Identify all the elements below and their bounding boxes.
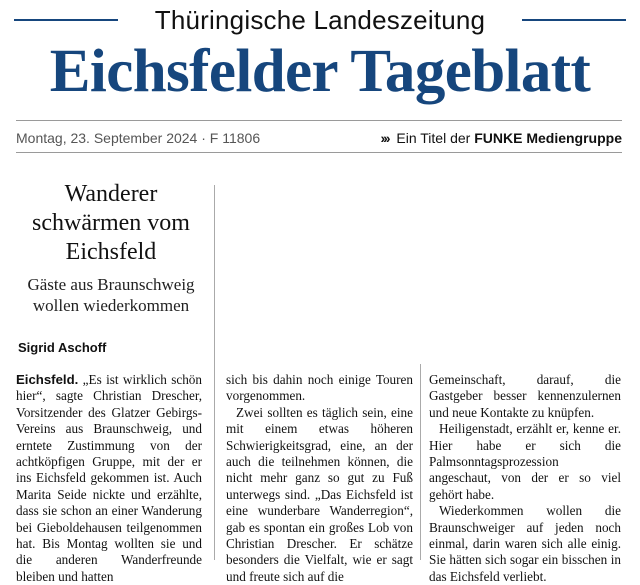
- article-author: Sigrid Aschoff: [18, 340, 107, 355]
- paragraph: sich bis dahin noch einige Touren vorgenommen.: [226, 372, 413, 404]
- header-rule-bottom: [16, 152, 622, 153]
- header-rule-top: [16, 120, 622, 121]
- article-column-2: [226, 372, 413, 585]
- article-dateline: Eichsfeld.: [16, 372, 79, 387]
- article-headline: Wanderer schwärmen vom Eichsfeld: [32, 181, 190, 265]
- triple-chevron-right-icon: ›››: [380, 130, 389, 146]
- paragraph-text: „Es ist wirklich schön hier“, sagte Christian Drescher, Vorsitzender des Glatzer Gebirgs-Vereins aus Braunschweig, und erntete Zustimmung von der achtköpfigen Gruppe, mit der er ins Eichsfeld gekommen ist. Auch Marita Seide nickte und erzählte, dass sie schon an einer Wanderung bei Gieboldehausen teilgenommen hat. Bis Montag wollten sie und die anderen Wanderfreunde bleiben und hatten: [16, 372, 202, 584]
- issue-date: Montag, 23. September 2024 · F 11806: [16, 130, 261, 146]
- article-column-1: [16, 372, 202, 585]
- paragraph: Gemeinschaft, darauf, die Gastgeber besser kennenzulernen und neue Kontakte zu knüpfen.: [429, 372, 621, 420]
- column-divider-2: [420, 364, 421, 560]
- dateline-bar: [16, 130, 622, 150]
- paragraph: Zwei sollten es täglich sein, eine mit einem etwas höheren Schwierigkeitsgrad, eine, an der auch die teilnehmen können, die nicht mehr ganz so gut zu Fuß unterwegs sind. „Das Eichsfeld ist eine wunderbare Wanderregion“, gab es spontan ein großes Lob von Christian Drescher. Er schätze besonders die Vielfalt, wie er sagt und freute sich auf die: [226, 404, 413, 584]
- masthead-supertitle: Thüringische Landeszeitung: [154, 5, 486, 35]
- supertitle-rule-right: [522, 19, 626, 21]
- publisher-credit: [381, 130, 623, 146]
- article-subheadline: Gäste aus Braunschweig wollen wiederkommen: [27, 275, 195, 315]
- paragraph: [16, 372, 202, 585]
- publisher-prefix: Ein Titel der: [396, 130, 471, 146]
- column-divider-1: [214, 185, 215, 560]
- article-column-3: [429, 372, 621, 585]
- paragraph: Wiederkommen wollen die Braunschweiger auf jeden noch einmal, darin waren sich alle einig. Sie hätten sich sogar ein bisschen in das Eichsfeld verliebt.: [429, 503, 621, 584]
- publisher-name: FUNKE Mediengruppe: [474, 130, 622, 146]
- paragraph: Heiligenstadt, erzählt er, kenne er. Hier habe er sich die Palmsonntagsprozession angeschaut, von der er so viel gehört habe.: [429, 421, 621, 502]
- masthead-title: Eichsfelder Tageblatt: [49, 38, 591, 105]
